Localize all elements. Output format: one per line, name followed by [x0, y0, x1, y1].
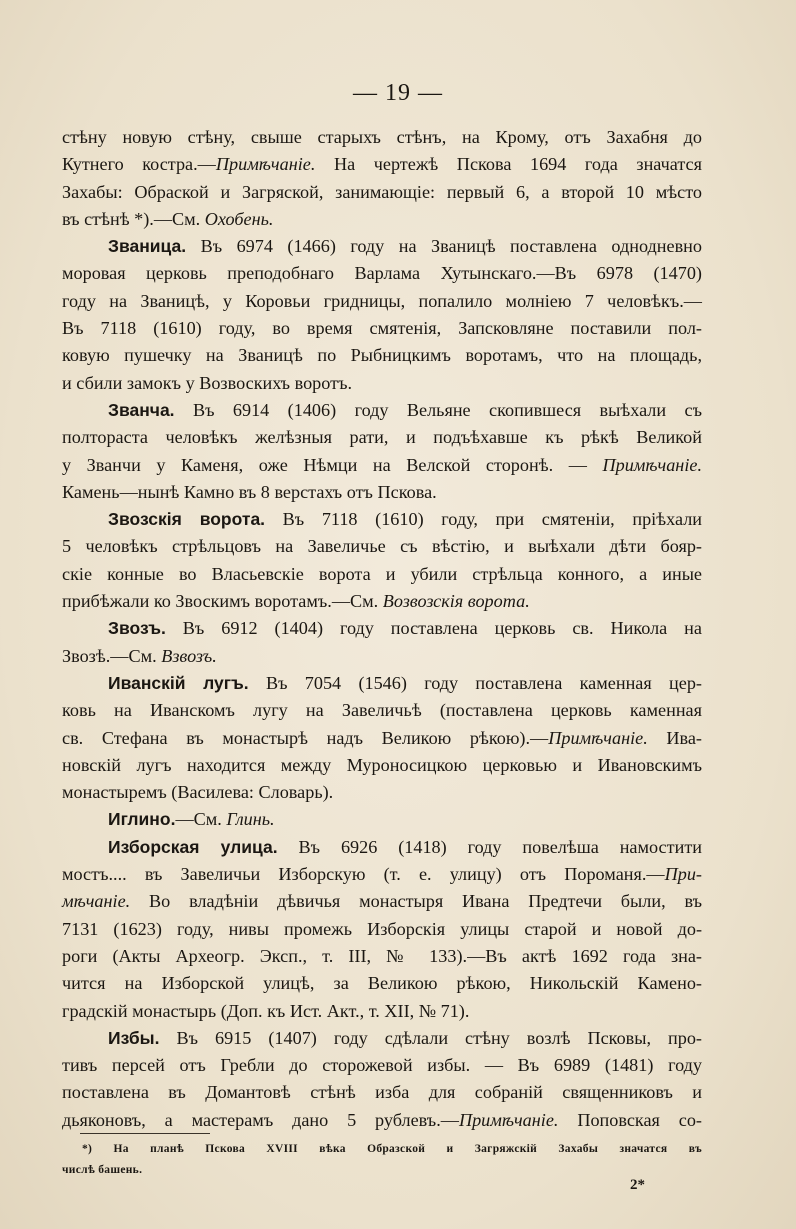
italic-reference: Примѣчаніе.	[215, 154, 316, 175]
text-line	[62, 452, 702, 479]
text-segment: стѣну новую стѣну, свыше старыхъ стѣнъ, на Крому, отъ Захабня до	[62, 127, 702, 147]
text-line	[62, 233, 702, 260]
entry-headword: Звозскія ворота.	[108, 509, 266, 530]
text-segment: роги (Акты Археогр. Эксп., т. III, № 133).—Въ актѣ 1692 года зна-	[62, 945, 702, 966]
italic-reference: Примѣчаніе.	[458, 1109, 559, 1130]
text-segment: Ива-	[647, 727, 702, 748]
text-line	[62, 643, 702, 670]
text-segment: На чертежѣ Пскова 1694 года значатся	[315, 154, 702, 175]
footnote-line: числѣ башень.	[62, 1164, 143, 1176]
text-line	[62, 506, 702, 533]
text-line	[62, 725, 702, 752]
entry-headword: Иванскій лугъ.	[108, 672, 249, 693]
italic-reference: Глинь.	[226, 809, 275, 830]
text-segment: ковь на Иванскомъ лугу на Завеличьѣ (поставлена церковь каменная	[62, 700, 702, 721]
text-line	[62, 342, 702, 369]
italic-reference: мѣчаніе.	[62, 891, 131, 912]
text-segment: Въ 7118 (1610) году, при смятеніи, пріѣхали	[265, 509, 702, 530]
text-line	[62, 1107, 702, 1134]
text-segment: Камень—нынѣ Камно въ 8 верстахъ отъ Пскова.	[62, 481, 437, 502]
text-line	[62, 206, 702, 233]
text-line	[62, 124, 702, 151]
page-number: — 19 —	[353, 80, 443, 106]
text-line	[62, 861, 702, 888]
text-line	[62, 779, 702, 806]
text-segment: Въ 6914 (1406) году Вельяне скопившеся выѣхали съ	[174, 399, 702, 420]
text-line	[62, 424, 702, 451]
text-segment: и сбили замокъ у Возвоскихъ воротъ.	[62, 372, 353, 393]
text-segment: прибѣжали ко Звоскимъ воротамъ.—См.	[62, 591, 383, 612]
text-segment: Въ 6915 (1407) году сдѣлали стѣну возлѣ Псковы, про-	[159, 1027, 702, 1048]
text-segment: новскій лугъ находится между Муроносицкою церковью и Ивановскимъ	[62, 754, 702, 775]
text-line	[62, 943, 702, 970]
entry-headword: Званча.	[108, 399, 175, 420]
text-line	[62, 888, 702, 915]
text-line	[62, 998, 702, 1025]
text-line	[62, 533, 702, 560]
italic-reference: При-	[664, 864, 702, 885]
text-segment: монастыремъ (Василева: Словарь).	[62, 782, 334, 803]
italic-reference: Взвозъ.	[161, 645, 217, 666]
text-segment: ковую пушечку на Званицѣ по Рыбницкимъ воротамъ, что на площадь,	[62, 345, 702, 366]
entry-headword: Избы.	[108, 1027, 160, 1048]
text-segment: поставлена въ Домантовѣ стѣнѣ изба для собраній священниковъ и	[62, 1082, 702, 1103]
text-segment: мостъ.... въ Завеличьи Изборскую (т. е. улицу) отъ Пороманя.—	[62, 864, 665, 885]
text-segment: Захабы: Обраской и Загряской, занимающіе: первый 6, а второй 10 мѣсто	[62, 181, 702, 202]
text-line	[62, 588, 702, 615]
text-line	[62, 752, 702, 779]
text-segment: Въ 6974 (1466) году на Званицѣ поставлена однодневно	[186, 236, 702, 257]
text-segment: —См.	[175, 809, 227, 830]
italic-reference: Возвозскія ворота.	[382, 591, 530, 612]
text-segment: полтораста человѣкъ желѣзныя рати, и подъѣхавше къ рѣкѣ Великой	[62, 427, 702, 448]
text-line	[62, 1025, 702, 1052]
text-segment: св. Стефана въ монастырѣ надъ Великою рѣкою).—	[62, 727, 549, 748]
text-segment: Кутнего костра.—	[62, 154, 216, 175]
text-line	[62, 315, 702, 342]
text-segment: Въ 7054 (1546) году поставлена каменная цер-	[248, 672, 702, 693]
italic-reference: Примѣчаніе.	[602, 454, 702, 475]
text-line	[62, 288, 702, 315]
text-segment: дьяконовъ, а мастерамъ дано 5 рублевъ.—	[62, 1109, 459, 1130]
text-line	[62, 1079, 702, 1106]
text-segment: Во владѣніи дѣвичья монастыря Ивана Предтечи были, въ	[130, 891, 702, 912]
text-segment: скіе конные во Власьевскіе ворота и убили стрѣльца конного, а иные	[62, 563, 702, 584]
text-line	[62, 615, 702, 642]
text-line	[62, 1052, 702, 1079]
text-segment: Поповская со-	[558, 1109, 702, 1130]
text-segment: Звозѣ.—См.	[62, 645, 162, 666]
text-segment: градскій монастырь (Доп. къ Ист. Акт., т. XII, № 71).	[62, 1000, 470, 1021]
text-line	[62, 697, 702, 724]
text-segment: Въ 7118 (1610) году, во время смятенія, Запсковляне поставили пол-	[62, 318, 702, 339]
text-segment: Въ 6926 (1418) году повелѣша намостити	[277, 836, 702, 857]
body-text	[62, 124, 702, 1134]
text-line	[62, 260, 702, 287]
text-line	[62, 370, 702, 397]
text-line	[62, 806, 702, 833]
text-line	[62, 916, 702, 943]
footnote-rule	[80, 1133, 210, 1134]
entry-headword: Звозъ.	[108, 618, 166, 639]
italic-reference: Охобень.	[204, 208, 274, 229]
text-segment: 7131 (1623) году, нивы промежь Изборскія улицы старой и новой до-	[62, 918, 702, 939]
footnote-line: *) На планѣ Пскова XVIII вѣка Образской и Загряжскій Захабы значатся въ	[82, 1143, 702, 1155]
text-segment: тивъ персей отъ Гребли до сторожевой избы. — Въ 6989 (1481) году	[62, 1055, 702, 1076]
text-line	[62, 179, 702, 206]
text-line	[62, 397, 702, 424]
text-segment: у Званчи у Каменя, оже Нѣмци на Велской сторонѣ. —	[62, 454, 603, 475]
text-segment: въ стѣнѣ *).—См.	[62, 208, 205, 229]
text-segment: чится на Изборской улицѣ, за Великою рѣкою, Никольскій Камено-	[62, 973, 702, 994]
text-line	[62, 479, 702, 506]
italic-reference: Примѣчаніе.	[548, 727, 648, 748]
text-line	[62, 670, 702, 697]
text-segment: моровая церковь преподобнаго Варлама Хутынскаго.—Въ 6978 (1470)	[62, 263, 702, 284]
text-segment: 5 человѣкъ стрѣльцовъ на Завеличье съ вѣстію, и выѣхали дѣти бояр-	[62, 536, 702, 557]
entry-headword: Иглино.	[108, 809, 176, 830]
text-line	[62, 834, 702, 861]
text-line	[62, 151, 702, 178]
entry-headword: Изборская улица.	[108, 836, 278, 857]
entry-headword: Званица.	[108, 236, 187, 257]
text-segment: году на Званицѣ, у Коровьи гридницы, попалило молніею 7 человѣкъ.—	[62, 290, 702, 311]
text-line	[62, 970, 702, 997]
footnote	[62, 1139, 702, 1181]
signature-mark: 2*	[630, 1177, 645, 1193]
text-line	[62, 561, 702, 588]
text-segment: Въ 6912 (1404) году поставлена церковь св. Никола на	[165, 618, 702, 639]
